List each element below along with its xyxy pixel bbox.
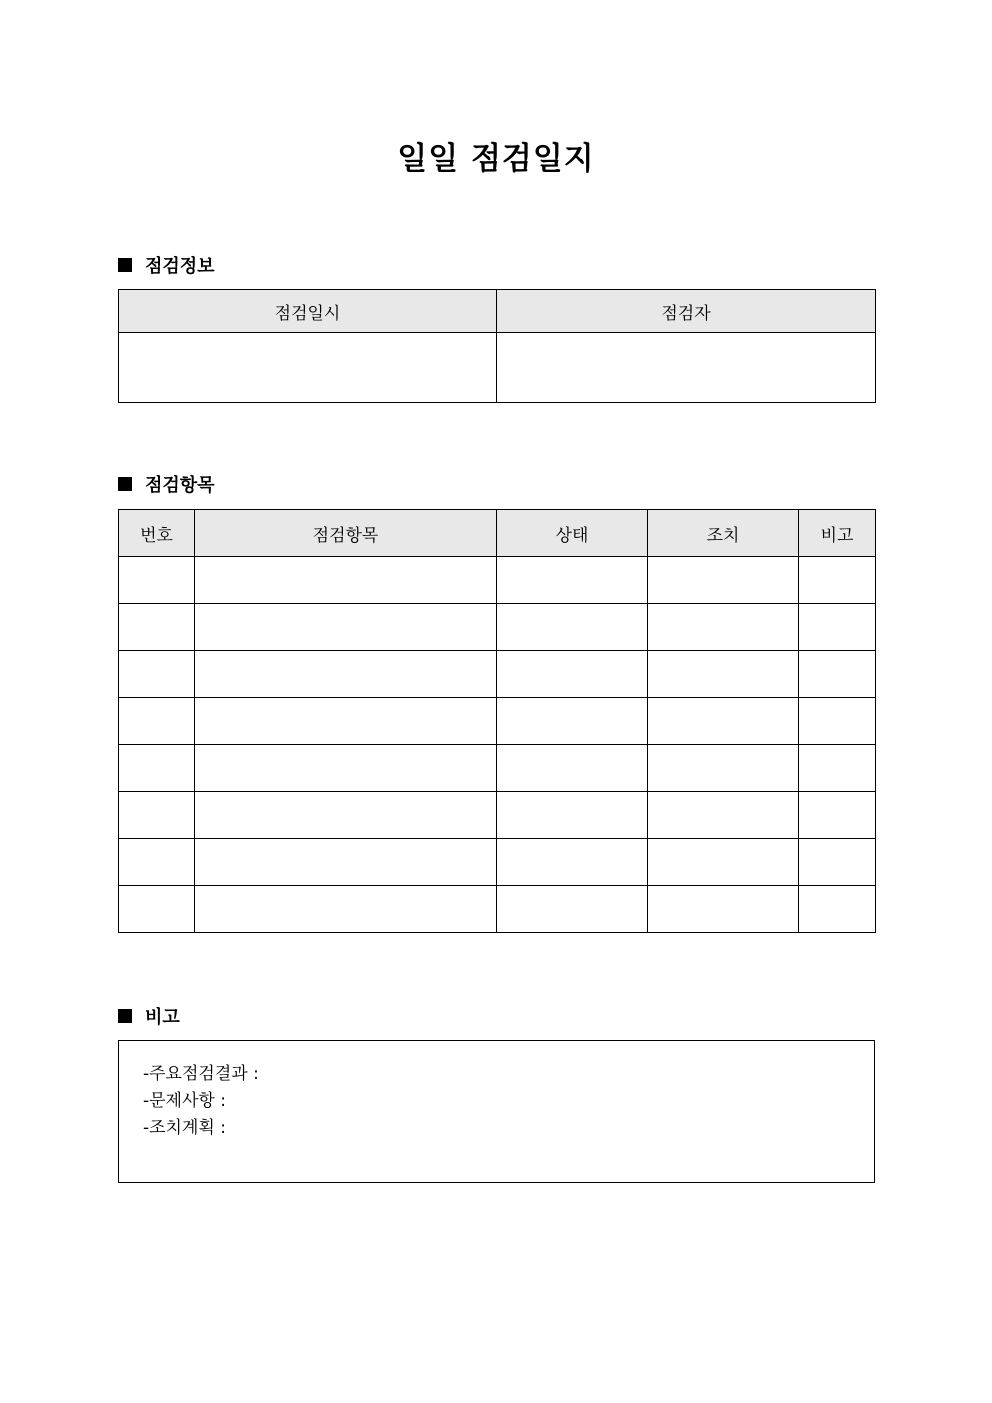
table-row [119, 886, 876, 933]
item-cell[interactable] [195, 604, 497, 651]
inspection-items-table [118, 509, 876, 933]
item-cell[interactable] [195, 886, 497, 933]
column-header-inspection-datetime: 점검일시 [119, 290, 497, 333]
table-header-row [119, 510, 876, 557]
note-cell[interactable] [799, 557, 876, 604]
item-cell[interactable] [195, 745, 497, 792]
table-header-row [119, 290, 876, 333]
inspector-field[interactable] [497, 333, 876, 403]
note-cell[interactable] [799, 698, 876, 745]
action-cell[interactable] [648, 604, 799, 651]
remarks-line-main-results: -주요점검결과 : [143, 1064, 259, 1084]
table-row [119, 333, 876, 403]
item-cell[interactable] [195, 651, 497, 698]
action-cell[interactable] [648, 886, 799, 933]
column-header-status: 상태 [497, 510, 648, 557]
section-heading-label: 점검항목 [145, 475, 215, 496]
action-cell[interactable] [648, 839, 799, 886]
section-heading-label: 비고 [145, 1007, 180, 1028]
action-cell[interactable] [648, 557, 799, 604]
status-cell[interactable] [497, 698, 648, 745]
status-cell[interactable] [497, 886, 648, 933]
number-cell[interactable] [119, 745, 195, 792]
note-cell[interactable] [799, 792, 876, 839]
table-row [119, 557, 876, 604]
status-cell[interactable] [497, 792, 648, 839]
table-row [119, 651, 876, 698]
square-bullet-icon [118, 258, 132, 272]
action-cell[interactable] [648, 792, 799, 839]
section-heading-inspection-items [118, 472, 215, 496]
note-cell[interactable] [799, 886, 876, 933]
number-cell[interactable] [119, 604, 195, 651]
table-row [119, 698, 876, 745]
note-cell[interactable] [799, 651, 876, 698]
inspection-info-table [118, 289, 876, 403]
status-cell[interactable] [497, 651, 648, 698]
square-bullet-icon [118, 477, 132, 491]
number-cell[interactable] [119, 698, 195, 745]
section-heading-label: 점검정보 [145, 256, 215, 277]
column-header-item: 점검항목 [195, 510, 497, 557]
action-cell[interactable] [648, 745, 799, 792]
section-heading-remarks [118, 1004, 180, 1028]
number-cell[interactable] [119, 886, 195, 933]
note-cell[interactable] [799, 839, 876, 886]
number-cell[interactable] [119, 651, 195, 698]
item-cell[interactable] [195, 698, 497, 745]
status-cell[interactable] [497, 557, 648, 604]
column-header-inspector: 점검자 [497, 290, 876, 333]
column-header-action: 조치 [648, 510, 799, 557]
column-header-number: 번호 [119, 510, 195, 557]
remarks-line-issues: -문제사항 : [143, 1091, 226, 1111]
document-title: 일일 점검일지 [397, 141, 595, 177]
item-cell[interactable] [195, 839, 497, 886]
note-cell[interactable] [799, 745, 876, 792]
item-cell[interactable] [195, 792, 497, 839]
status-cell[interactable] [497, 839, 648, 886]
action-cell[interactable] [648, 698, 799, 745]
section-heading-inspection-info [118, 253, 215, 277]
status-cell[interactable] [497, 745, 648, 792]
note-cell[interactable] [799, 604, 876, 651]
number-cell[interactable] [119, 839, 195, 886]
status-cell[interactable] [497, 604, 648, 651]
item-cell[interactable] [195, 557, 497, 604]
square-bullet-icon [118, 1009, 132, 1023]
number-cell[interactable] [119, 557, 195, 604]
table-row [119, 792, 876, 839]
number-cell[interactable] [119, 792, 195, 839]
action-cell[interactable] [648, 651, 799, 698]
remarks-lines [143, 1061, 259, 1142]
remarks-box[interactable] [118, 1040, 875, 1183]
column-header-note: 비고 [799, 510, 876, 557]
table-row [119, 604, 876, 651]
inspection-datetime-field[interactable] [119, 333, 497, 403]
table-row [119, 839, 876, 886]
table-row [119, 745, 876, 792]
remarks-line-action-plan: -조치계획 : [143, 1118, 226, 1138]
